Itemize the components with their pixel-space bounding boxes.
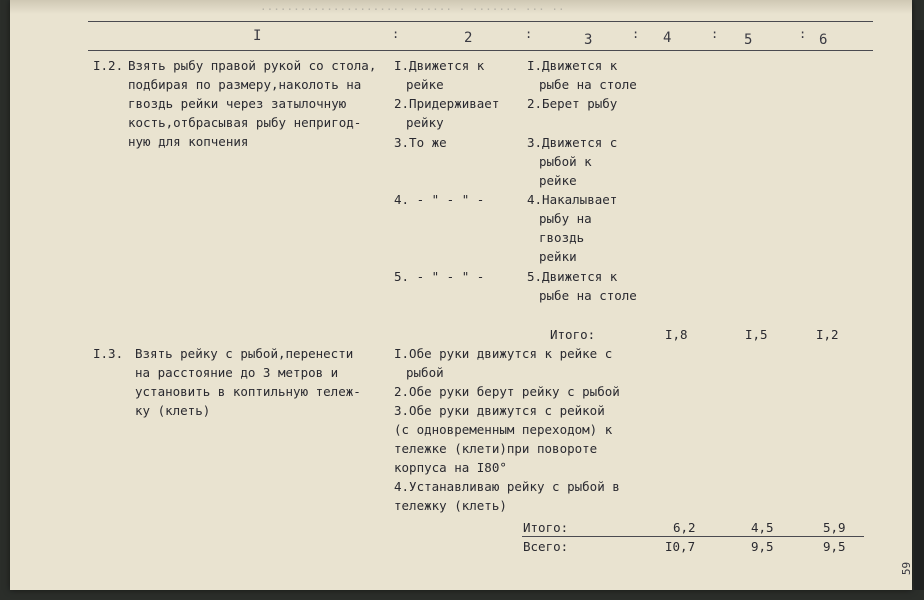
action-line: рейку	[406, 115, 444, 130]
description-line: Взять рейку с рыбой,перенести	[135, 346, 354, 361]
col-header-2: 2	[464, 30, 473, 46]
action-line: 3.Обе руки движутся с рейкой	[394, 403, 605, 418]
description-line: Взять рыбу правой рукой со стола,	[128, 58, 377, 73]
header-bottom-rule	[88, 50, 873, 51]
action-line: рыбу на	[539, 211, 592, 226]
action-line: рейке	[539, 173, 577, 188]
col-separator: :	[632, 27, 640, 41]
col-separator: :	[711, 27, 719, 41]
grand-total-label: Всего:	[523, 539, 569, 554]
action-line: 5.Движется к	[527, 269, 618, 284]
action-line: 4.Накалывает	[527, 192, 618, 207]
action-line: корпуса на I80°	[394, 460, 507, 475]
bleed-through-text: ...................... ...... . ....... ... ..	[260, 0, 565, 13]
grand-total-col4: I0,7	[665, 539, 696, 554]
description-line: кость,отбрасывая рыбу непригод-	[128, 115, 362, 130]
row-number: I.2.	[93, 58, 124, 73]
col-header-4: 4	[663, 30, 672, 46]
col-separator: :	[525, 27, 533, 41]
subtotal-col6: 5,9	[823, 520, 846, 535]
header-top-rule	[88, 21, 873, 22]
description-line: установить в коптильную тележ-	[135, 384, 361, 399]
document-sheet	[10, 0, 912, 590]
col-separator: :	[799, 27, 807, 41]
action-line: тележку (клеть)	[394, 498, 507, 513]
action-line: 4. - " - " -	[394, 192, 485, 207]
col-header-3: 3	[584, 32, 593, 48]
col-separator: :	[392, 27, 400, 41]
action-line: I.Движется к	[527, 58, 618, 73]
grand-total-col6: 9,5	[823, 539, 846, 554]
subtotal-label: Итого:	[523, 520, 569, 535]
col-header-5: 5	[744, 32, 753, 48]
subtotal-col6: I,2	[816, 327, 839, 342]
grand-total-col5: 9,5	[751, 539, 774, 554]
description-line: подбирая по размеру,наколоть на	[128, 77, 362, 92]
action-line: рыбой к	[539, 154, 592, 169]
action-line: I.Обе руки движутся к рейке с	[394, 346, 613, 361]
col-header-1: I	[253, 28, 262, 44]
action-line: 2.Берет рыбу	[527, 96, 618, 111]
page-number: 59	[900, 561, 914, 576]
scan-edge	[914, 30, 924, 590]
action-line: тележке (клети)при повороте	[394, 441, 598, 456]
action-line: рыбой	[406, 365, 444, 380]
description-line: ную для копчения	[128, 134, 249, 149]
action-line: I.Движется к	[394, 58, 485, 73]
action-line: рейки	[539, 249, 577, 264]
action-line: рейке	[406, 77, 444, 92]
action-line: рыбе на столе	[539, 77, 637, 92]
subtotal-col5: I,5	[745, 327, 768, 342]
col-header-6: 6	[819, 32, 828, 48]
row-number: I.3.	[93, 346, 124, 361]
action-line: гвоздь	[539, 230, 585, 245]
action-line: 5. - " - " -	[394, 269, 485, 284]
action-line: 3.То же	[394, 135, 447, 150]
action-line: 3.Движется с	[527, 135, 618, 150]
subtotal-col5: 4,5	[751, 520, 774, 535]
subtotal-col4: 6,2	[673, 520, 696, 535]
action-line: 2.Придерживает	[394, 96, 500, 111]
action-line: (с одновременным переходом) к	[394, 422, 613, 437]
action-line: 4.Устанавливаю рейку с рыбой в	[394, 479, 620, 494]
subtotal-col4: I,8	[665, 327, 688, 342]
description-line: на расстояние до 3 метров и	[135, 365, 339, 380]
description-line: ку (клеть)	[135, 403, 211, 418]
action-line: 2.Обе руки берут рейку с рыбой	[394, 384, 620, 399]
description-line: гвоздь рейки через затылочную	[128, 96, 347, 111]
subtotal-label: Итого:	[550, 327, 596, 342]
action-line: рыбе на столе	[539, 288, 637, 303]
